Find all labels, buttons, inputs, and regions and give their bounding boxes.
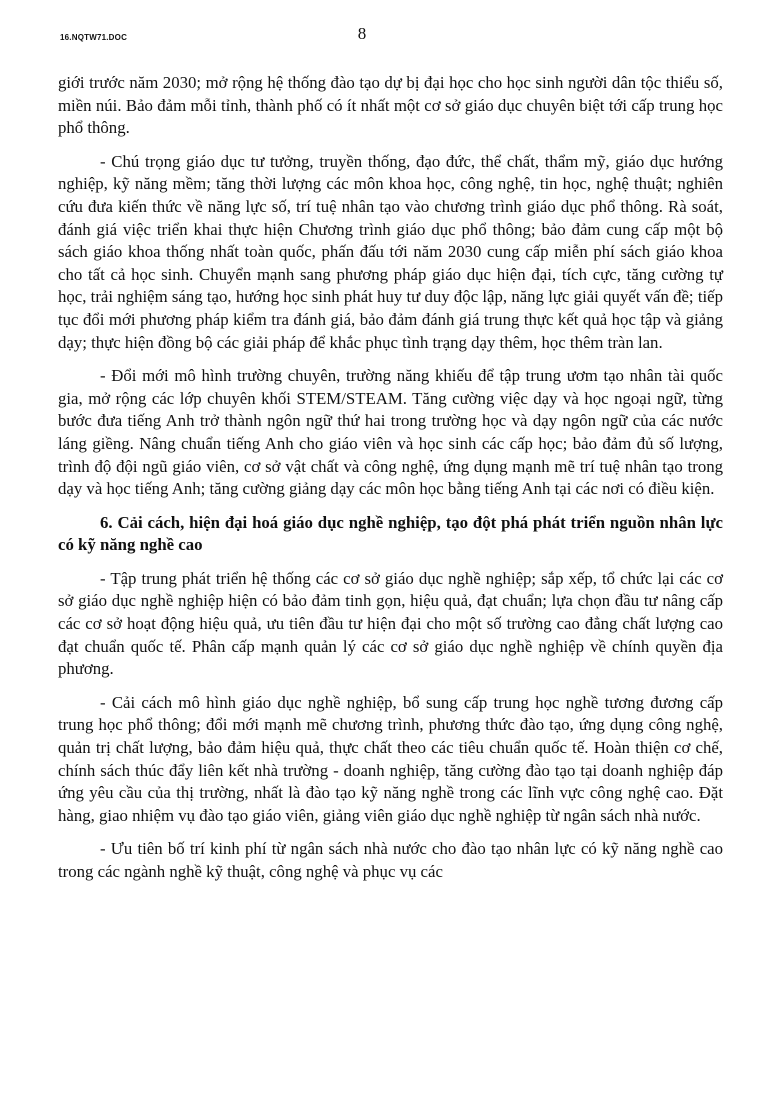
section-heading-6: 6. Cải cách, hiện đại hoá giáo dục nghề nghiệp, tạo đột phá phát triển nguồn nhân lực có kỹ năng nghề cao	[58, 512, 723, 555]
paragraph-budget-priority: - Ưu tiên bố trí kinh phí từ ngân sách nhà nước cho đào tạo nhân lực có kỹ năng nghề cao trong các ngành nghề kỹ thuật, công nghệ và phục vụ các	[58, 839, 723, 881]
page-number: 8	[357, 24, 367, 43]
document-body	[58, 72, 723, 895]
paragraph-vocational-reform: - Cải cách mô hình giáo dục nghề nghiệp, bổ sung cấp trung học nghề tương đương cấp trung học phổ thông; đổi mới mạnh mẽ chương trình, phương thức đào tạo, ứng dụng công nghệ, quản trị chất lượng, bảo đảm hiệu quả, thực chất theo các tiêu chuẩn quốc tế. Hoàn thiện cơ chế, chính sách thúc đẩy liên kết nhà trường - doanh nghiệp, tăng cường đào tạo tại doanh nghiệp đáp ứng yêu cầu của thị trường, nhất là đào tạo kỹ năng nghề trong các lĩnh vực công nghệ cao. Đặt hàng, giao nhiệm vụ đào tạo giáo viên, giảng viên giáo dục nghề nghiệp từ ngân sách nhà nước.	[58, 692, 723, 825]
paragraph-specialized-schools: - Đổi mới mô hình trường chuyên, trường năng khiếu để tập trung ươm tạo nhân tài quốc gia, mở rộng các lớp chuyên khối STEM/STEAM. Tăng cường việc dạy và học ngoại ngữ, từng bước đưa tiếng Anh trở thành ngôn ngữ thứ hai trong trường học và dạy ngôn ngữ của các nước láng giềng. Nâng chuẩn tiếng Anh cho giáo viên và học sinh các cấp học; bảo đảm đủ số lượng, trình độ đội ngũ giáo viên, cơ sở vật chất và công nghệ, ứng dụng mạnh mẽ trí tuệ nhân tạo trong dạy và học tiếng Anh; tăng cường giảng dạy các môn học bằng tiếng Anh tại các nơi có điều kiện.	[58, 366, 723, 499]
paragraph-continuation: giới trước năm 2030; mở rộng hệ thống đào tạo dự bị đại học cho học sinh người dân tộc thiểu số, miền núi. Bảo đảm mỗi tỉnh, thành phố có ít nhất một cơ sở giáo dục chuyên biệt tới cấp trung học phổ thông.	[58, 73, 723, 138]
paragraph-ethics-curriculum: - Chú trọng giáo dục tư tưởng, truyền thống, đạo đức, thể chất, thẩm mỹ, giáo dục hướng nghiệp, kỹ năng mềm; tăng thời lượng các môn khoa học, công nghệ, tin học, nghệ thuật; nghiên cứu đưa kiến thức về năng lực số, trí tuệ nhân tạo vào chương trình giáo dục phổ thông. Rà soát, đánh giá việc triển khai thực hiện Chương trình giáo dục phổ thông; bảo đảm cung cấp một bộ sách giáo khoa thống nhất toàn quốc, phấn đấu tới năm 2030 cung cấp miễn phí sách giáo khoa cho tất cả học sinh. Chuyển mạnh sang phương pháp giáo dục hiện đại, tích cực, tăng cường tự học, trải nghiệm sáng tạo, hướng học sinh phát huy tư duy độc lập, năng lực giải quyết vấn đề; tiếp tục đổi mới phương pháp kiểm tra đánh giá, bảo đảm đánh giá trung thực kết quả học tập và giảng dạy; thực hiện đồng bộ các giải pháp để khắc phục tình trạng dạy thêm, học thêm tràn lan.	[58, 151, 723, 352]
file-reference: 16.NQTW71.DOC	[60, 33, 128, 42]
paragraph-vocational-system: - Tập trung phát triển hệ thống các cơ sở giáo dục nghề nghiệp; sắp xếp, tổ chức lại các cơ sở giáo dục nghề nghiệp hiện có bảo đảm tinh gọn, hiệu quả, đạt chuẩn; lựa chọn đầu tư nâng cấp các cơ sở hoạt động hiệu quả, ưu tiên đầu tư hiện đại cho một số trường cao đẳng chất lượng cao đạt chuẩn quốc tế. Phân cấp mạnh quản lý các cơ sở giáo dục nghề nghiệp về chính quyền địa phương.	[58, 568, 723, 679]
